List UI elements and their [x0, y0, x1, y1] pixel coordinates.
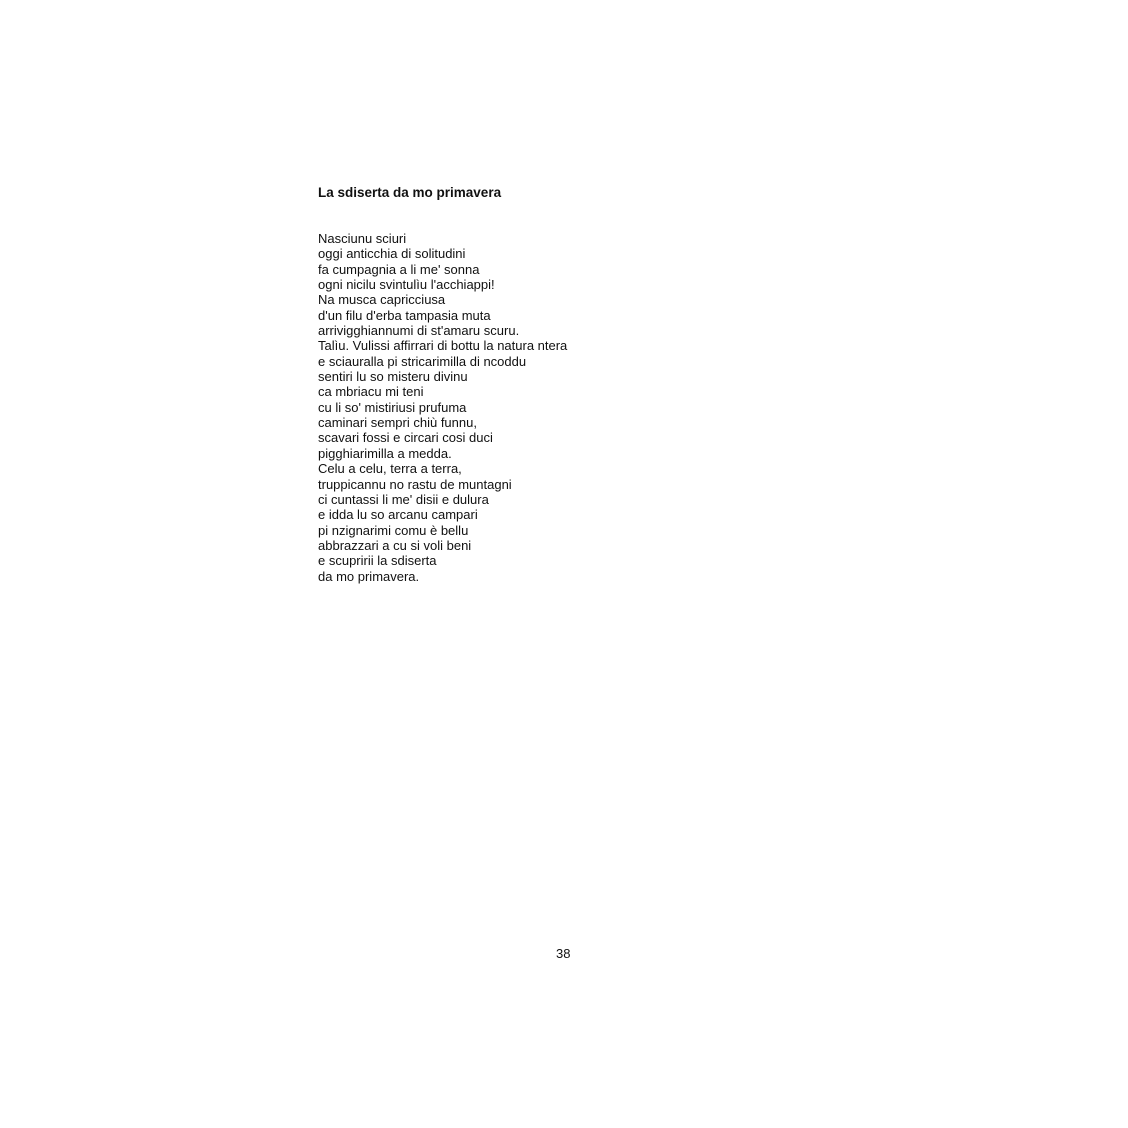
poem-line: e sciauralla pi stricarimilla di ncoddu	[318, 353, 527, 369]
poem-line: pi nzignarimi comu è bellu	[318, 522, 469, 538]
poem-line: e idda lu so arcanu campari	[318, 507, 478, 523]
poem-line: sentiri lu so misteru divinu	[318, 369, 468, 385]
poem-line: fa cumpagnia a li me' sonna	[318, 261, 480, 277]
poem-line: e scupririi la sdiserta	[318, 553, 437, 569]
poem-line: Nasciunu sciuri	[318, 231, 407, 246]
poem-line: ca mbriacu mi teni	[318, 384, 424, 400]
poem-line: Na musca capricciusa	[318, 292, 446, 308]
poem-line: Celu a celu, terra a terra,	[318, 461, 462, 477]
poem-title: La sdiserta da mo primavera	[318, 185, 502, 200]
poem-line: d'un filu d'erba tampasia muta	[318, 307, 491, 323]
poem-line: abbrazzari a cu si voli beni	[318, 537, 472, 553]
poem-line: da mo primavera.	[318, 568, 420, 584]
poem-line: Talìu. Vulissi affirrari di bottu la natura ntera	[318, 338, 568, 354]
poem-line: oggi anticchia di solitudini	[318, 246, 466, 262]
page-number: 38	[556, 946, 571, 961]
poem-line: truppicannu no rastu de muntagni	[318, 476, 512, 492]
poem-line: pigghiarimilla a medda.	[318, 445, 452, 461]
poem-line: caminari sempri chiù funnu,	[318, 415, 477, 431]
poem-line: ogni nicilu svintulìu l'acchiappi!	[318, 277, 495, 293]
poem-line: ci cuntassi li me' disii e dulura	[318, 491, 489, 507]
poem-line: arrivigghiannumi di st'amaru scuru.	[318, 323, 520, 339]
poem-line: scavari fossi e circari cosi duci	[318, 430, 493, 446]
poem-body	[318, 231, 567, 584]
poem-line: cu li so' mistiriusi prufuma	[318, 399, 467, 415]
